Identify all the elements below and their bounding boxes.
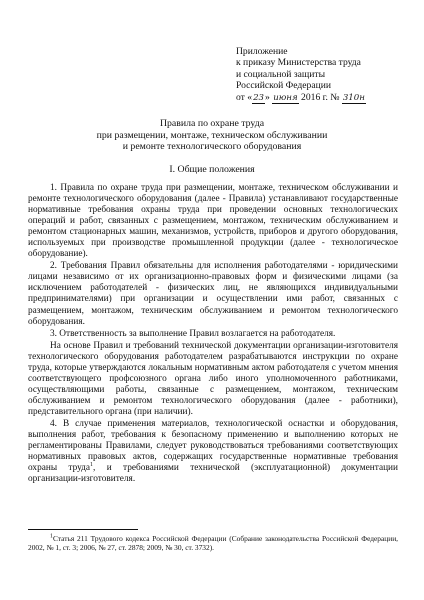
title-line-2: при размещении, монтаже, техническом обслуживании — [96, 129, 328, 141]
order-number: 310н — [342, 92, 365, 103]
paragraph-4: На основе Правил и требований технической документации организации-изготовителя технологического оборудования работодателем разрабатываются инструкции по охране труда, которые утверждаются локальным нормативным актом работодателя с учетом мнения соответствующего профсоюзного органа либо иного уполномоченного работниками, осуществляющими работы, связанные с размещением, монтажом, техническим обслуживанием и ремонтом технологического оборудования (далее - работники), представительного органа (при наличии). — [28, 340, 398, 417]
footnote-text: Статья 211 Трудового кодекса Российской Федерации (Собрание законодательства Российской Федерации, 2002, № 1, ст. 3; 2006, № 27, ст. 2878; 2009, № 30, ст. 3732). — [28, 534, 398, 553]
section-heading: I. Общие положения — [169, 164, 255, 175]
paragraph-5-text: 4. В случае применения материалов, технологической оснастки и оборудования, выполнения работ, требования к безопасному применению и выполнению которых не регламентированы Правилами, следует руководствоваться требованиями соответствующих нормативных правовых актов, содержащих государственные нормативные требования охраны труда — [28, 418, 398, 474]
footnote-marker: 1 — [50, 533, 53, 540]
paragraph-3: 3. Ответственность за выполнение Правил возлагается на работодателя. — [50, 328, 336, 339]
title-line-1: Правила по охране труда — [159, 118, 265, 129]
paragraph-5 — [28, 419, 398, 485]
date-prefix: от « — [236, 91, 253, 103]
footnote — [28, 534, 398, 552]
date-year: 2016 г. № — [298, 91, 342, 103]
appendix-block — [236, 46, 412, 104]
date-month: июня — [273, 92, 298, 103]
appendix-date-line — [236, 92, 412, 104]
appendix-ministry-line: и социальной защиты — [236, 68, 326, 80]
appendix-label: Приложение — [236, 46, 288, 57]
date-mid: » — [265, 91, 273, 103]
document-body — [28, 183, 398, 486]
paragraph-1: 1. Правила по охране труда при размещении, монтаже, техническом обслуживании и ремонте технологического оборудования (далее - Правила) устанавливают государственные нормативные требования охраны труда при проведении основных технологических операций и работ, связанных с размещением, монтажом, техническим обслуживанием и ремонтом стационарных машин, механизмов, устройств, приборов и другого оборудования, используемых при производстве промышленной продукции (далее - технологическое оборудование). — [28, 183, 398, 260]
title-line-3: и ремонте технологического оборудования — [122, 141, 302, 153]
document-title — [30, 118, 394, 153]
paragraph-2: 2. Требования Правил обязательны для исполнения работодателями - юридическими лицами независимо от их организационно-правовых форм и физическими лицами (за исключением работодателей - физических лиц, не являющихся индивидуальными предпринимателями) при организации и осуществлении ими работ, связанных с размещением, монтажом, техническим обслуживанием и ремонтом технологического оборудования. — [28, 261, 398, 327]
footnote-reference: 1 — [90, 462, 94, 469]
appendix-order-line: к приказу Министерства труда — [236, 57, 361, 69]
appendix-country-line: Российской Федерации — [236, 80, 331, 92]
paragraph-5-text-end: , и требованиями технической (эксплуатационной) документации организации-изготовителя. — [28, 463, 398, 485]
date-day: 23 — [253, 92, 264, 103]
footnote-divider — [28, 529, 138, 530]
